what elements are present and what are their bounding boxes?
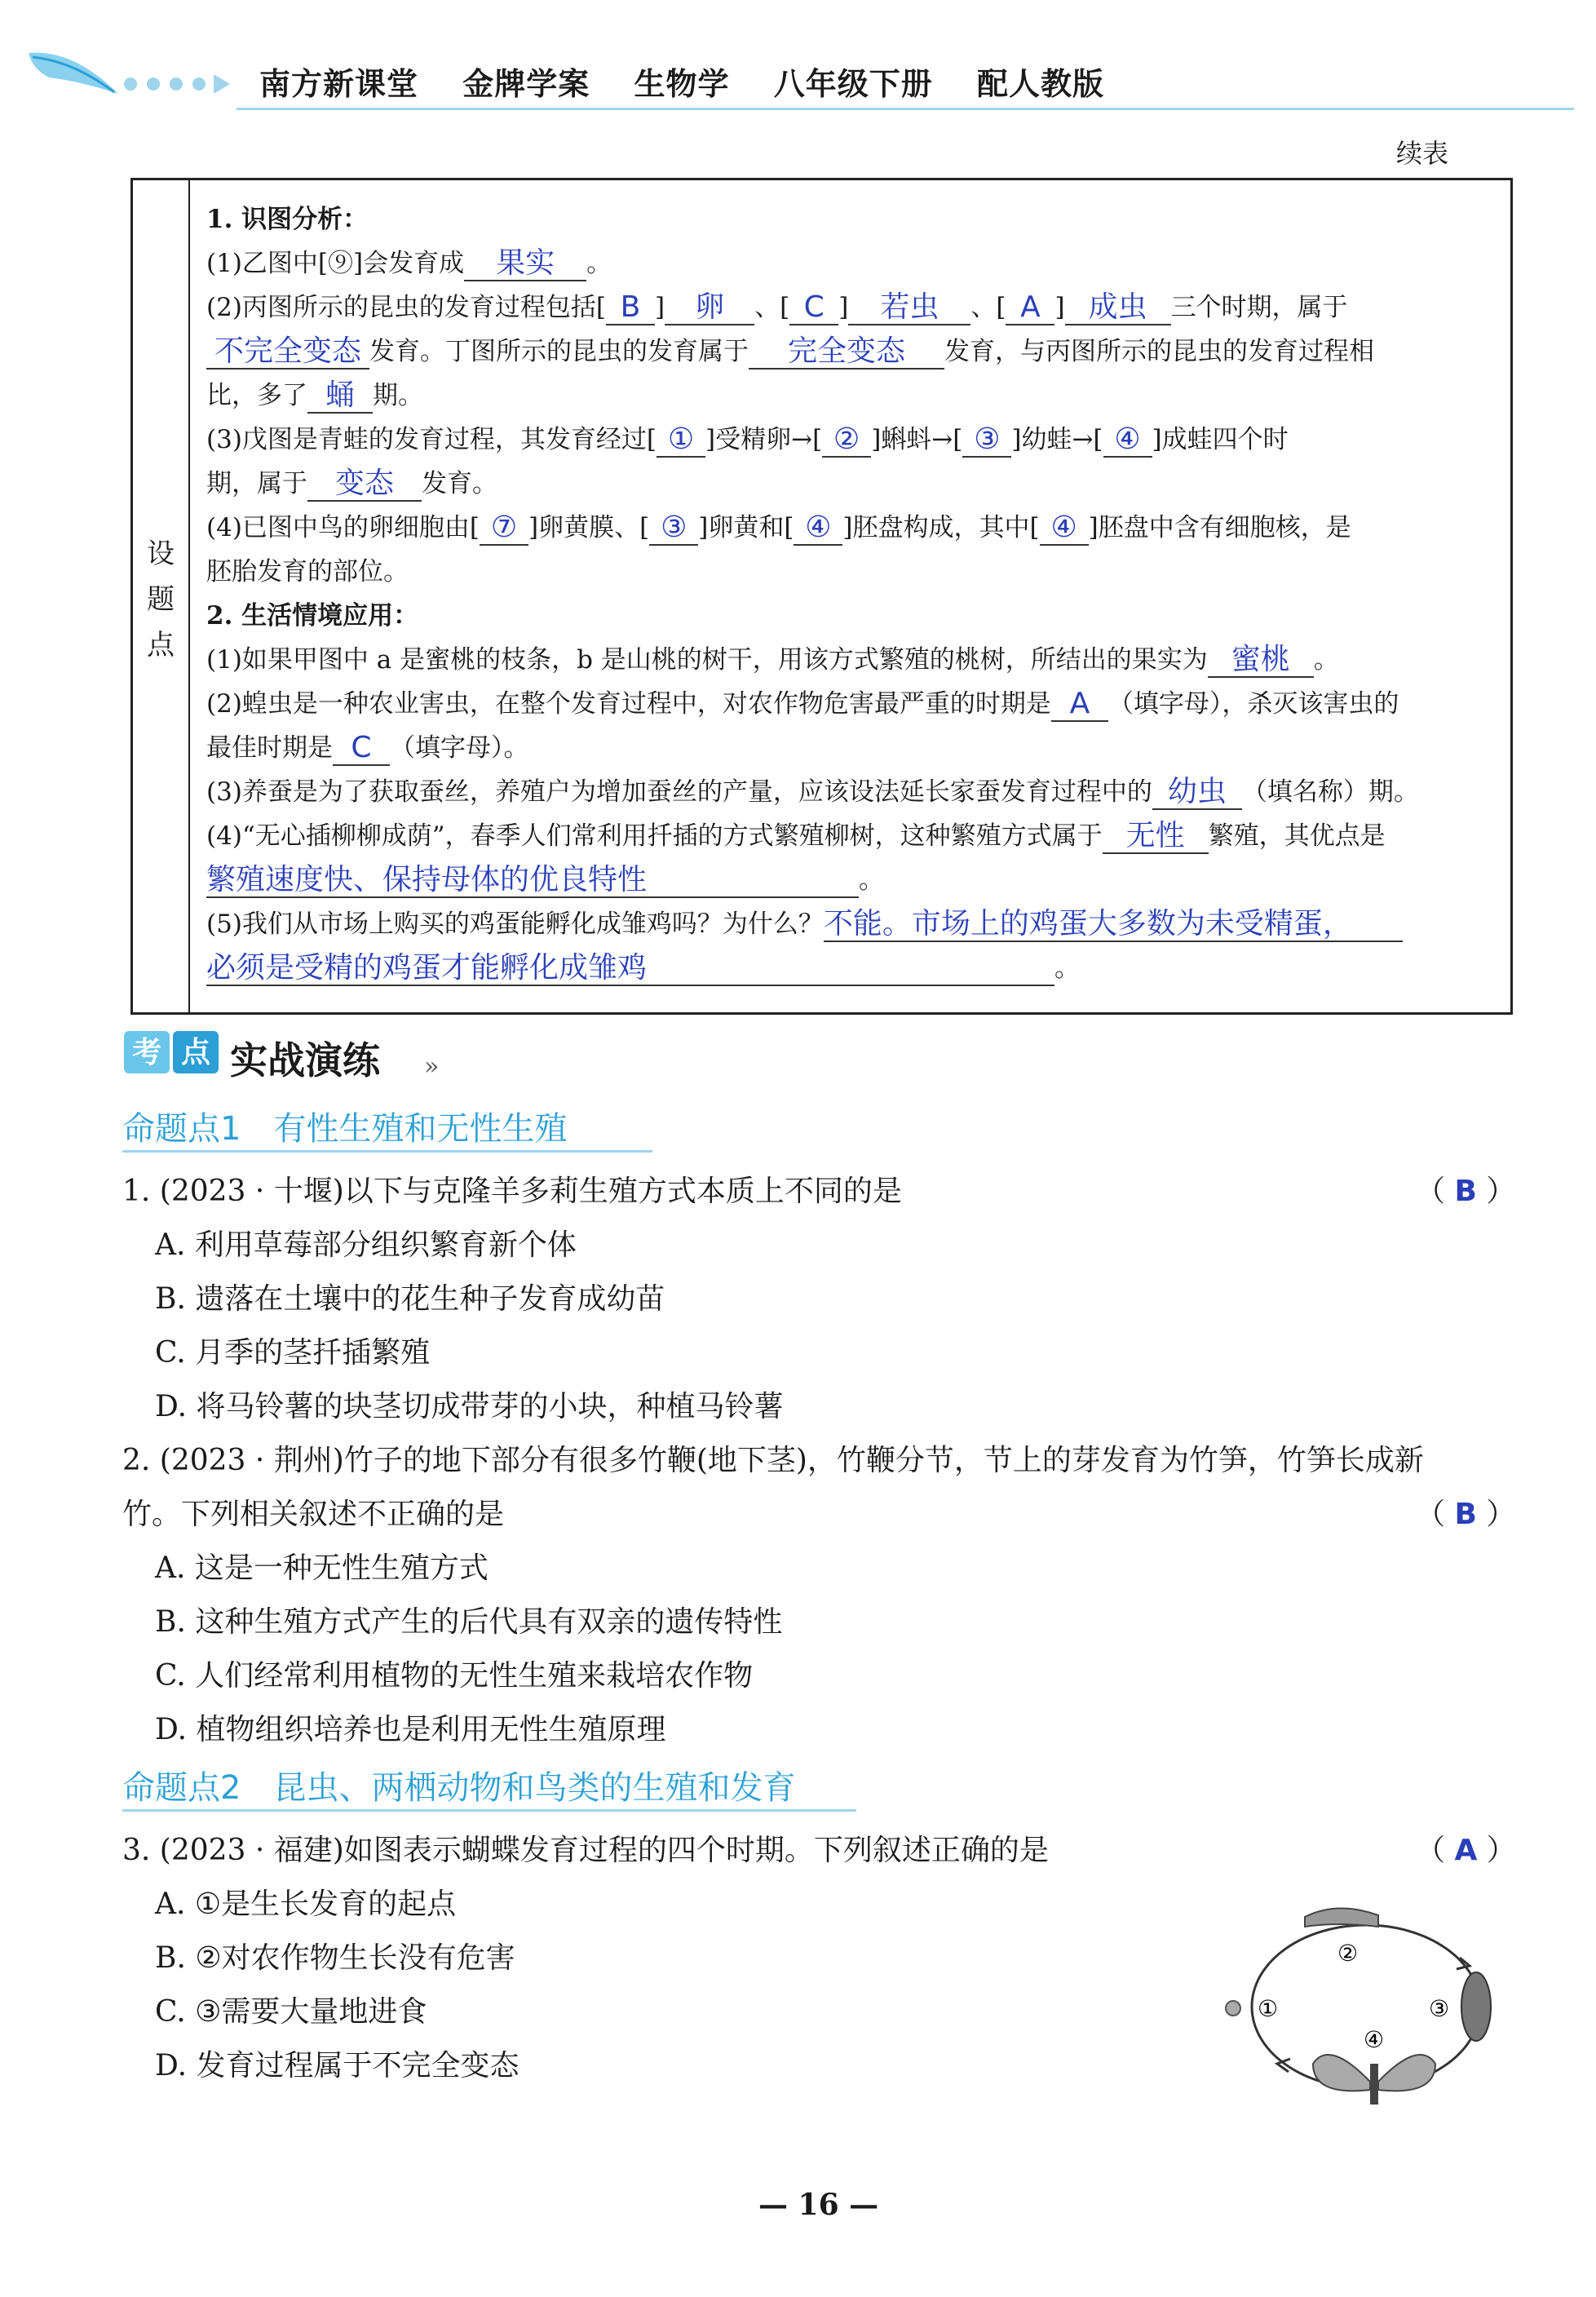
point-underline: [122, 1150, 652, 1153]
table-row-8: 胚胎发育的部位。: [206, 557, 409, 586]
question-1-option-b: B. 遗落在土壤中的花生种子发育成幼苗: [155, 1282, 665, 1316]
header-grade: 八年级下册: [773, 66, 933, 102]
answer-blank: 蜜桃: [1208, 644, 1314, 678]
table-row-13: (4)“无心插柳柳成荫”，春季人们常利用扦插的方式繁殖柳树，这种繁殖方式属于 无性 繁殖，其优点是: [206, 819, 1386, 852]
answer-blank: 无性: [1103, 820, 1209, 854]
stage-label-3: ③: [1429, 1995, 1450, 2022]
question-2-option-a: A. 这是一种无性生殖方式: [155, 1551, 489, 1585]
section2-title: 2. 生活情境应用：: [206, 601, 419, 631]
pupa-icon: [1461, 1972, 1491, 2041]
answer-blank: 幼虫: [1152, 776, 1242, 810]
question-1-stem: 1. (2023 · 十堰)以下与克隆羊多莉生殖方式本质上不同的是: [122, 1175, 902, 1208]
adult-butterfly-icon: [1313, 2055, 1435, 2104]
answer-blank: 不能。市场上的鸡蛋大多数为未受精蛋，: [824, 908, 1403, 942]
header-edition: 配人教版: [977, 66, 1105, 102]
stage-label-2: ②: [1337, 1940, 1359, 1967]
kaodian-badge: [122, 1029, 220, 1075]
table-side-column: [133, 180, 190, 1012]
question-1-option-d: D. 将马铃薯的块茎切成带芽的小块，种植马铃薯: [155, 1390, 784, 1423]
answer-blank: 蛹: [307, 379, 373, 414]
table-row-10: (2)蝗虫是一种农业害虫，在整个发育过程中，对农作物危害最严重的时期是 A （填字母），杀灭该害虫的: [206, 687, 1399, 720]
question-3-answer: （ A ）: [1416, 1834, 1516, 1867]
answer-blank: 不完全变态: [206, 335, 369, 370]
table-row-4: 比，多了 蛹 期。: [206, 378, 423, 412]
question-2-stem-line2: 竹。下列相关叙述不正确的是: [122, 1498, 505, 1531]
header-divider: [237, 108, 1574, 110]
answer-blank: C: [333, 732, 390, 766]
feather-logo-icon: [24, 45, 122, 118]
answer-blank: 若虫: [848, 291, 970, 325]
stage-label-1: ①: [1258, 1995, 1279, 2022]
answer-blank: ③: [962, 423, 1011, 458]
section-title: 实战演练: [230, 1038, 380, 1082]
header-title: [259, 59, 1137, 104]
answer-blank: 必须是受精的鸡蛋才能孵化成雏鸡: [206, 952, 1054, 986]
answer-blank: ④: [1103, 423, 1152, 458]
table-side-label: 设 题 点: [147, 538, 175, 662]
answer-blank: 变态: [307, 467, 422, 502]
answer-blank: B: [606, 291, 655, 325]
stage-label-4: ④: [1364, 2026, 1385, 2053]
question-2-option-c: C. 人们经常利用植物的无性生殖来栽培农作物: [155, 1659, 754, 1693]
review-table: [130, 178, 1513, 1015]
answer-blank: 繁殖速度快、保持母体的优良特性: [206, 864, 859, 898]
question-2-answer: （ B ）: [1416, 1498, 1516, 1531]
question-3-option-c: C. ③需要大量地进食: [155, 1995, 427, 2029]
header-dots-decoration: [122, 72, 237, 100]
question-1-option-a: A. 利用草莓部分组织繁育新个体: [155, 1228, 577, 1262]
header-series: 南方新课堂: [259, 66, 419, 102]
table-row-11: 最佳时期是 C （填字母）。: [206, 731, 529, 764]
badge-char-1: 考: [131, 1036, 162, 1069]
egg-icon: [1226, 2001, 1240, 2016]
section1-title: 1. 识图分析：: [206, 205, 369, 234]
table-row-14: 繁殖速度快、保持母体的优良特性 。: [206, 863, 884, 896]
question-3-stem: 3. (2023 · 福建)如图表示蝴蝶发育过程的四个时期。下列叙述正确的是: [122, 1834, 1049, 1867]
badge-char-2: 点: [180, 1036, 211, 1069]
point-underline: [122, 1809, 856, 1812]
answer-blank: A: [1006, 291, 1054, 325]
butterfly-lifecycle-figure: [1215, 1901, 1517, 2113]
answer-blank: ①: [657, 423, 705, 458]
question-3-option-b: B. ②对农作物生长没有危害: [155, 1941, 515, 1975]
question-1-answer: （ B ）: [1416, 1175, 1516, 1208]
table-row-7: (4)已图中鸟的卵细胞由[ ⑦ ]卵黄膜、[ ③ ]卵黄和[ ④ ]胚盘构成，其中[ ④ ]胚盘中含有细胞核，是: [206, 511, 1351, 544]
answer-blank: ③: [649, 511, 698, 546]
table-row-12: (3)养蚕是为了获取蚕丝，养殖户为增加蚕丝的产量，应该设法延长家蚕发育过程中的 幼虫 （填名称）期。: [206, 775, 1419, 808]
question-2-stem-line1: 2. (2023 · 荆州)竹子的地下部分有很多竹鞭(地下茎)，竹鞭分节，节上的芽发育为竹笋，竹笋长成新: [122, 1444, 1424, 1477]
answer-blank: 成虫: [1065, 291, 1171, 325]
question-2-option-b: B. 这种生殖方式产生的后代具有双亲的遗传特性: [155, 1605, 783, 1639]
answer-blank: 完全变态: [749, 335, 944, 370]
answer-blank: ②: [822, 423, 871, 458]
header-book: 金牌学案: [462, 66, 590, 102]
table-row-5: (3)戊图是青蛙的发育过程，其发育经过[ ① ]受精卵→[ ② ]蝌蚪→[ ③ ]幼蛙→[ ④ ]成蛙四个时: [206, 423, 1289, 456]
answer-blank: ④: [794, 511, 842, 546]
answer-blank: 卵: [665, 291, 754, 325]
page-number: — 16 —: [758, 2188, 879, 2222]
table-row-6: 期，属于 变态 发育。: [206, 467, 497, 500]
answer-blank: ④: [1040, 511, 1089, 546]
proposition-point-2: 命题点2 昆虫、两栖动物和鸟类的生殖和发育: [122, 1769, 796, 1807]
question-3-option-d: D. 发育过程属于不完全变态: [155, 2049, 519, 2082]
answer-blank: A: [1051, 688, 1108, 722]
header-subject: 生物学: [634, 66, 730, 102]
answer-blank: ⑦: [480, 511, 528, 546]
table-row-1: (1)乙图中[⑨]会发育成 果实 。: [206, 246, 612, 280]
answer-blank: 果实: [464, 247, 586, 281]
table-row-16: 必须是受精的鸡蛋才能孵化成雏鸡 。: [206, 951, 1080, 985]
proposition-point-1: 命题点1 有性生殖和无性生殖: [122, 1110, 568, 1148]
continued-label: 续表: [1396, 138, 1449, 169]
answer-blank: C: [789, 291, 838, 325]
question-3-option-a: A. ①是生长发育的起点: [155, 1888, 457, 1921]
question-2-option-d: D. 植物组织培养也是利用无性生殖原理: [155, 1713, 666, 1746]
table-row-15: (5)我们从市场上购买的鸡蛋能孵化成雏鸡吗？为什么？不能。市场上的鸡蛋大多数为未受精蛋，: [206, 906, 1403, 942]
question-1-option-c: C. 月季的茎扦插繁殖: [155, 1336, 431, 1370]
table-row-3: 不完全变态 发育。丁图所示的昆虫的发育属于 完全变态 发育，与丙图所示的昆虫的发育过程相: [206, 334, 1374, 370]
table-row-2: (2)丙图所示的昆虫的发育过程包括[ B ] 卵 、[ C ] 若虫 、[ A ] 成虫 三个时期，属于: [206, 290, 1348, 324]
section-arrows: »: [424, 1052, 440, 1081]
larva-icon: [1305, 1908, 1378, 1927]
table-row-9: (1)如果甲图中 a 是蜜桃的枝条，b 是山桃的树干，用该方式繁殖的桃树，所结出的果实为 蜜桃 。: [206, 643, 1339, 676]
